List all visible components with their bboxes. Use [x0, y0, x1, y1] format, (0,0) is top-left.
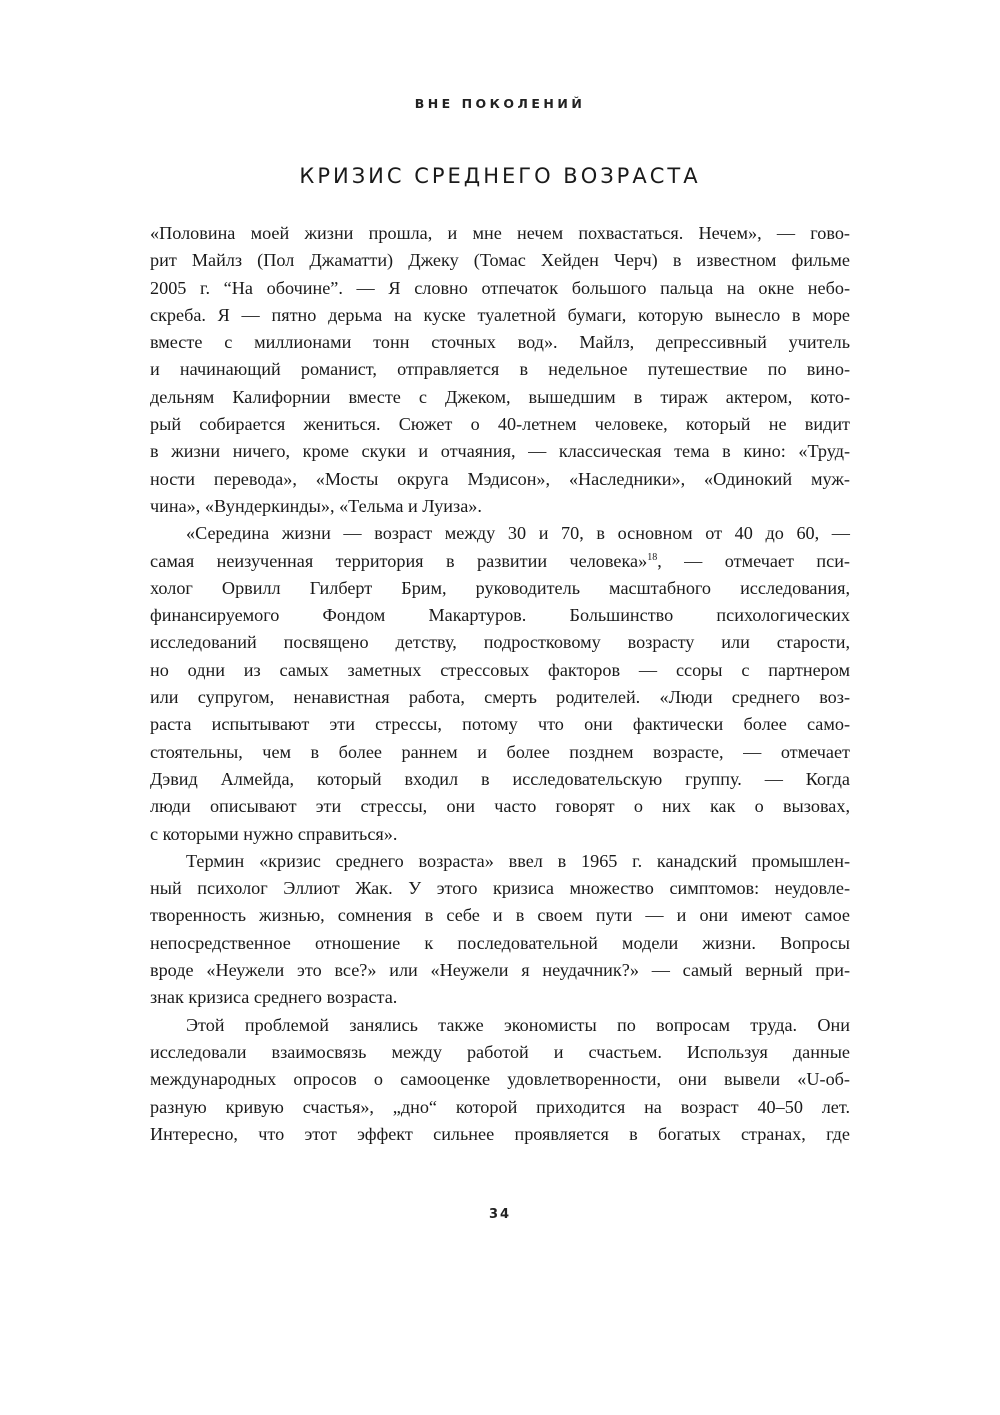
text-line: Этой проблемой занялись также экономисты по вопросам труда. Они [186, 1014, 850, 1035]
text-line: разную кривую счастья», „дно“ которой приходится на возраст 40–50 лет. [150, 1096, 850, 1117]
page-number: 34 [488, 1207, 512, 1222]
paragraph-1 [150, 220, 850, 520]
paragraph-2 [150, 520, 850, 848]
text-line: финансируемого Фондом Макартуров. Большинство психологических [150, 605, 850, 626]
paragraph-3 [150, 848, 850, 1012]
text-line-with-footnote [150, 548, 850, 575]
text-line: вместе с миллионами тонн сточных вод». Майлз, депрессивный учитель [150, 332, 850, 353]
text-line: дельням Калифорнии вместе с Джеком, вышедшим в тираж актером, кото- [150, 386, 850, 407]
text-line: люди описывают эти стрессы, они часто говорят о них как о вызовах, [150, 796, 850, 817]
text-line: творенность жизнью, сомнения в себе и в своем пути — и они имеют самое [150, 905, 850, 926]
text-line: раста испытывают эти стрессы, потому что они фактически более само- [150, 714, 850, 735]
text-line: международных опросов о самооценке удовлетворенности, они вывели «U-об- [150, 1069, 850, 1090]
text-line: Дэвид Алмейда, который входил в исследовательскую группу. — Когда [150, 768, 850, 789]
running-head: ВНЕ ПОКОЛЕНИЙ [414, 96, 586, 111]
text-line: «Половина моей жизни прошла, и мне нечем похвастаться. Нечем», — гово- [150, 223, 850, 243]
text-line: холог Орвилл Гилберт Брим, руководитель масштабного исследования, [150, 577, 850, 598]
text-line: рый собирается жениться. Сюжет о 40-летнем человеке, который не видит [150, 414, 850, 435]
text-line: знак кризиса среднего возраста. [150, 987, 398, 1008]
text-line: «Середина жизни — возраст между 30 и 70, в основном от 40 до 60, — [186, 523, 850, 544]
text-line: рит Майлз (Пол Джаматти) Джеку (Томас Хейден Черч) в известном фильме [150, 250, 850, 271]
text-line: Интересно, что этот эффект сильнее проявляется в богатых странах, где [150, 1123, 850, 1144]
text-line: в жизни ничего, кроме скуки и отчаяния, — классическая тема в кино: «Труд- [150, 441, 850, 462]
paragraph-4 [150, 1012, 850, 1148]
text-line: или супругом, ненавистная работа, смерть родителей. «Люди среднего воз- [150, 687, 850, 708]
text-line: исследовали взаимосвязь между работой и счастьем. Используя данные [150, 1041, 850, 1062]
text-line: ный психолог Эллиот Жак. У этого кризиса множество симптомов: неудовле- [150, 878, 850, 899]
text-line: но одни из самых заметных стрессовых факторов — ссоры с партнером [150, 659, 850, 680]
text-fragment: , — отмечает пси- [657, 550, 850, 571]
text-line: с которыми нужно справиться». [150, 823, 398, 844]
text-line: скреба. Я — пятно дерьма на куске туалетной бумаги, которую вынесло в море [150, 304, 850, 325]
text-line: непосредственное отношение к последовательной модели жизни. Вопросы [150, 932, 850, 953]
text-fragment: самая неизученная территория в развитии человека» [150, 550, 648, 571]
text-line: вроде «Неужели это все?» или «Неужели я неудачник?» — самый верный при- [150, 960, 850, 981]
text-line: исследований посвящено детству, подростковому возрасту или старости, [150, 632, 850, 653]
body-text [150, 220, 850, 1148]
section-title: КРИЗИС СРЕДНЕГО ВОЗРАСТА [299, 164, 701, 188]
text-line: чина», «Вундеркинды», «Тельма и Луиза». [150, 495, 482, 516]
text-line: 2005 г. “На обочине”. — Я словно отпечаток большого пальца на окне небо- [150, 277, 850, 298]
text-line: стоятельны, чем в более раннем и более позднем возрасте, — отмечает [150, 741, 850, 762]
text-line: и начинающий романист, отправляется в недельное путешествие по вино- [150, 359, 850, 380]
footnote-reference[interactable]: 18 [647, 551, 658, 563]
text-line: ности перевода», «Мосты округа Мэдисон», «Наследники», «Одинокий муж- [150, 468, 850, 489]
text-line: Термин «кризис среднего возраста» ввел в 1965 г. канадский промышлен- [186, 850, 850, 871]
